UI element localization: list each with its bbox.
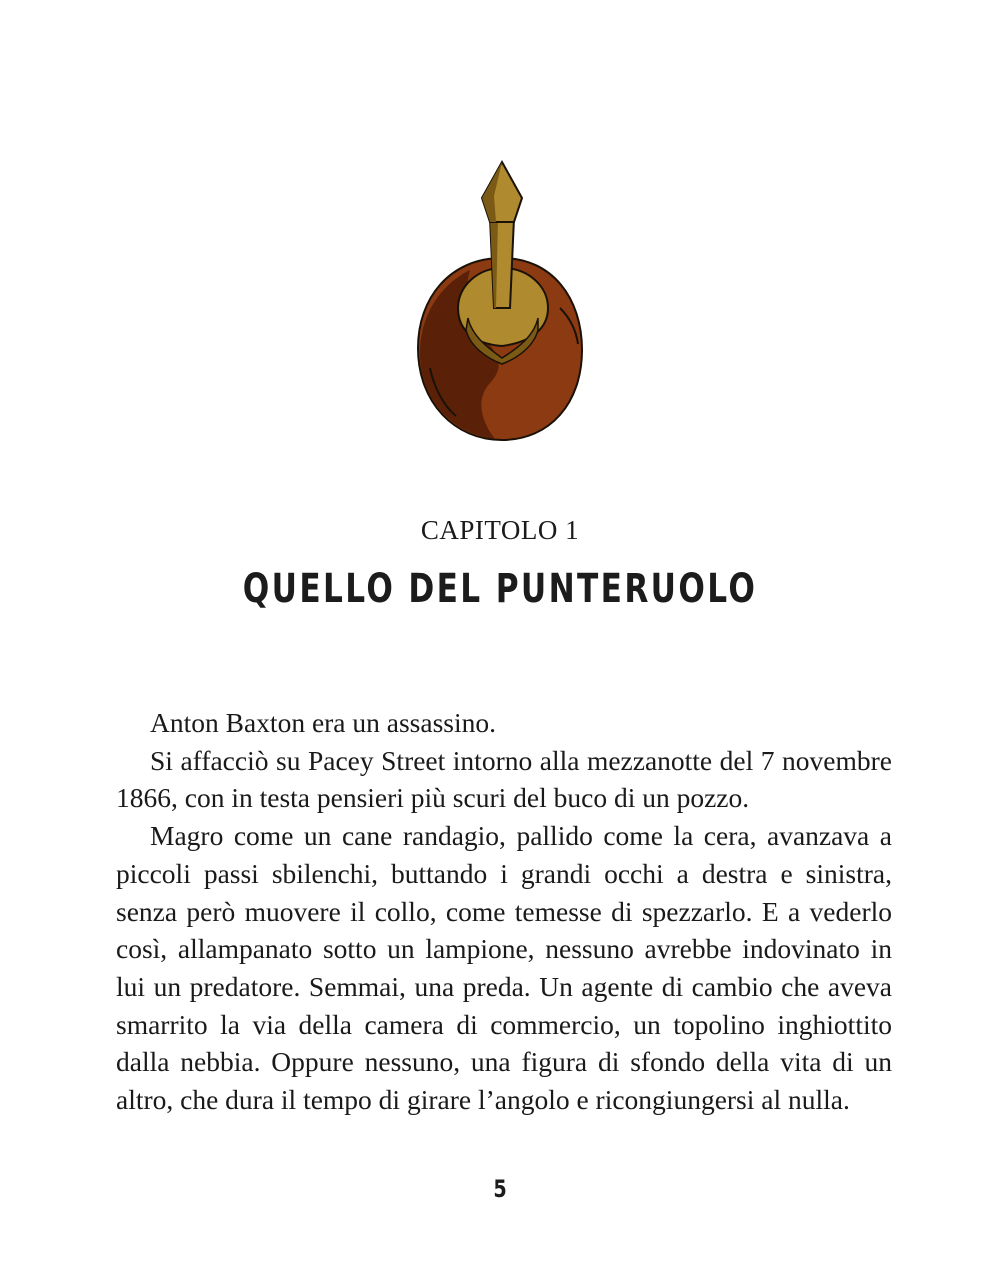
paragraph: Anton Baxton era un assassino. (150, 707, 496, 738)
page-number: 5 (493, 1175, 507, 1203)
paragraph: Si affacciò su Pacey Street intorno alla mezzanotte del 7 novembre 1866, con in testa pensieri più scuri del buco di un pozzo. (116, 744, 892, 814)
paragraph: Magro come un cane randagio, pallido come la cera, avanzava a piccoli passi sbilenchi, buttando i grandi occhi a destra e sinistra, senza però muovere il collo, come temesse di spezzarlo. E a vederlo così, allampanato sotto un lampione, nessuno avrebbe indovinato in lui un predatore. Semmai, una preda. Un agente di cambio che aveva smarrito la via della camera di commercio, un topolino inghiottito dalla nebbia. Oppure nessuno, una figura di sfondo della vita di un altro, che dura il tempo di girare l’angolo e ricongiungersi al nulla. (116, 820, 892, 1116)
awl-icon (410, 158, 590, 443)
chapter-body (116, 704, 892, 1119)
chapter-title: QUELLO DEL PUNTERUOLO (242, 566, 758, 612)
chapter-label: CAPITOLO 1 (420, 515, 580, 545)
